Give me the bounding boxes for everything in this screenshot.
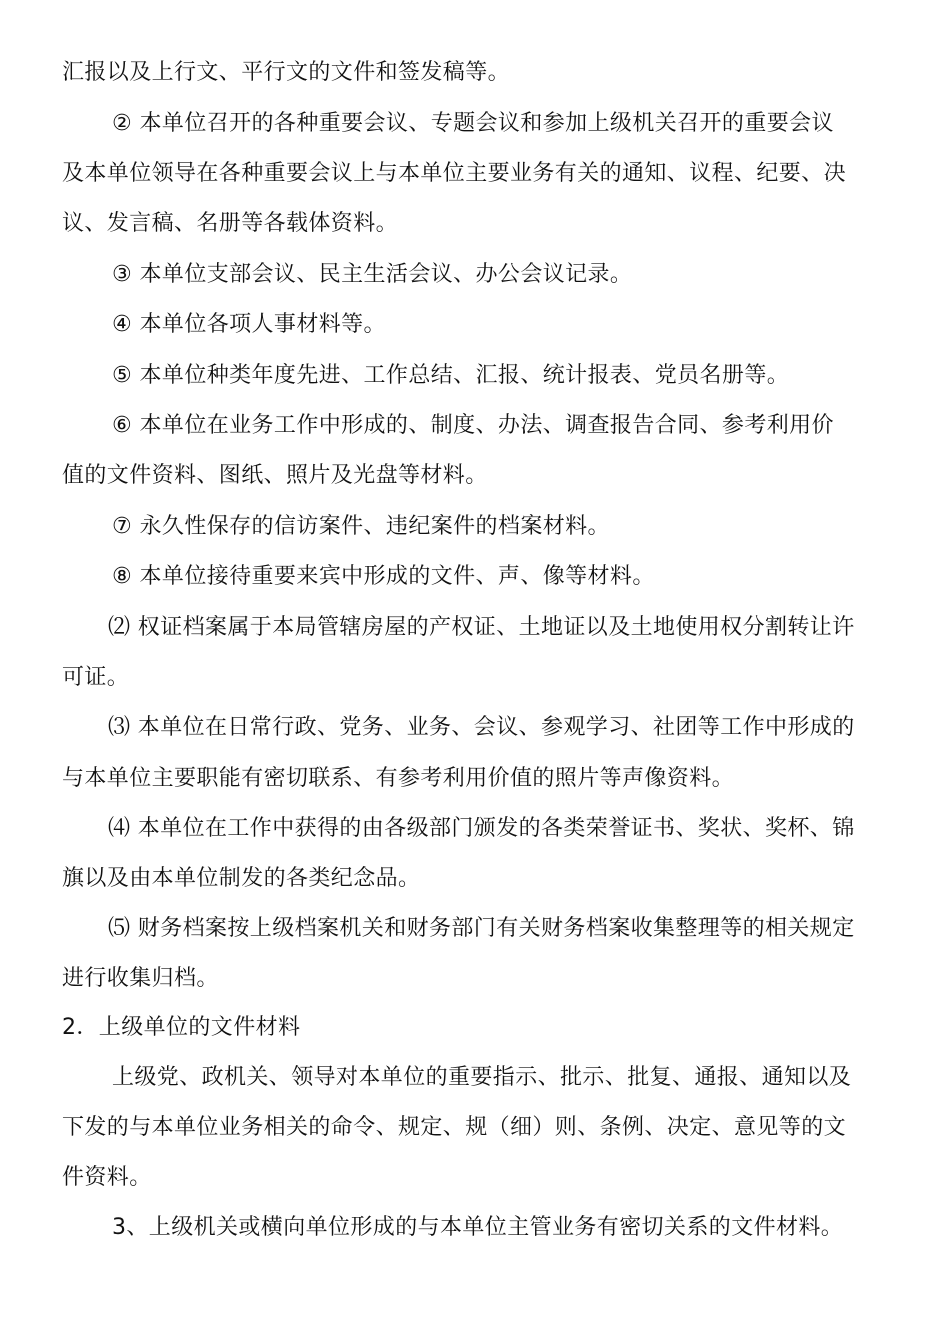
list-item-5: ⑤ 本单位种类年度先进、工作总结、汇报、统计报表、党员名册等。	[112, 363, 790, 388]
text-line: 下发的与本单位业务相关的命令、规定、规（细）则、条例、决定、意见等的文	[62, 1115, 847, 1140]
section-item-5: ⑸ 财务档案按上级档案机关和财务部门有关财务档案收集整理等的相关规定	[108, 916, 855, 941]
text-line: 旗以及由本单位制发的各类纪念品。	[62, 866, 421, 891]
list-item-6: ⑥ 本单位在业务工作中形成的、制度、办法、调查报告合同、参考利用价	[112, 413, 834, 438]
list-item-7: ⑦ 永久性保存的信访案件、违纪案件的档案材料。	[112, 514, 610, 539]
section-item-3: ⑶ 本单位在日常行政、党务、业务、会议、参观学习、社团等工作中形成的	[108, 715, 855, 740]
section-item-4: ⑷ 本单位在工作中获得的由各级部门颁发的各类荣誉证书、奖状、奖杯、锦	[108, 816, 855, 841]
section-heading-3: 3、上级机关或横向单位形成的与本单位主管业务有密切关系的文件材料。	[112, 1215, 844, 1240]
list-item-8: ⑧ 本单位接待重要来宾中形成的文件、声、像等材料。	[112, 564, 655, 589]
list-item-2: ② 本单位召开的各种重要会议、专题会议和参加上级机关召开的重要会议	[112, 111, 834, 136]
section-heading-2: 2．上级单位的文件材料	[62, 1015, 301, 1040]
list-item-4: ④ 本单位各项人事材料等。	[112, 312, 386, 337]
text-line: 可证。	[62, 665, 130, 690]
text-line: 与本单位主要职能有密切联系、有参考利用价值的照片等声像资料。	[62, 766, 735, 791]
text-line: 汇报以及上行文、平行文的文件和签发稿等。	[62, 60, 511, 85]
text-line: 及本单位领导在各种重要会议上与本单位主要业务有关的通知、议程、纪要、决	[62, 161, 847, 186]
list-item-3: ③ 本单位支部会议、民主生活会议、办公会议记录。	[112, 262, 633, 287]
paragraph-line: 上级党、政机关、领导对本单位的重要指示、批示、批复、通报、通知以及	[112, 1065, 852, 1090]
section-item-2: ⑵ 权证档案属于本局管辖房屋的产权证、土地证以及土地使用权分割转让许	[108, 615, 855, 640]
text-line: 议、发言稿、名册等各载体资料。	[62, 211, 399, 236]
text-line: 件资料。	[62, 1165, 152, 1190]
text-line: 进行收集归档。	[62, 966, 219, 991]
text-line: 值的文件资料、图纸、照片及光盘等材料。	[62, 463, 488, 488]
